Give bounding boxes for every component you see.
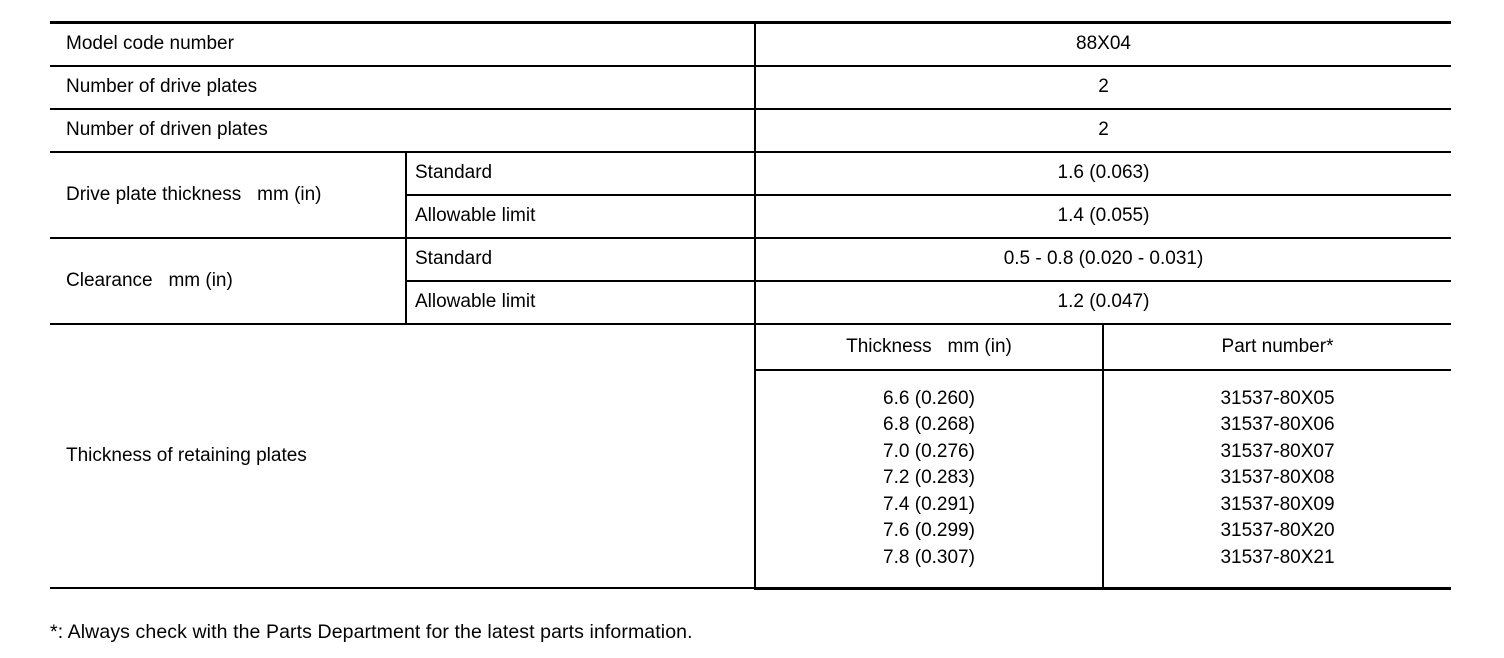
part-number-header: Part number*	[1103, 324, 1451, 370]
thickness-list	[755, 370, 1103, 589]
spec-table	[50, 21, 1451, 590]
part-number-value: 31537-80X06	[1220, 414, 1335, 436]
drive-thickness-standard-value: 1.6 (0.063)	[755, 152, 1451, 195]
model-code-label: Model code number	[50, 23, 755, 66]
model-code-value: 88X04	[755, 23, 1451, 66]
thickness-value: 7.8 (0.307)	[883, 546, 975, 568]
drive-plates-label: Number of drive plates	[50, 66, 755, 109]
thickness-value: 7.4 (0.291)	[883, 493, 975, 515]
part-number-value: 31537-80X20	[1220, 520, 1335, 542]
row-model-code	[50, 23, 1451, 66]
row-clearance-standard	[50, 238, 1451, 281]
drive-thickness-standard-label: Standard	[406, 152, 755, 195]
row-drive-plates	[50, 66, 1451, 109]
driven-plates-value: 2	[755, 109, 1451, 152]
drive-plate-thickness-label: Drive plate thickness mm (in)	[50, 152, 406, 238]
thickness-value: 6.8 (0.268)	[883, 414, 975, 436]
thickness-value: 7.6 (0.299)	[883, 520, 975, 542]
drive-thickness-limit-value: 1.4 (0.055)	[755, 195, 1451, 238]
part-number-value: 31537-80X21	[1220, 546, 1335, 568]
thickness-header: Thickness mm (in)	[755, 324, 1103, 370]
footnote: *: Always check with the Parts Department for the latest parts information.	[50, 621, 693, 643]
part-number-value: 31537-80X08	[1220, 467, 1335, 489]
retaining-plates-label: Thickness of retaining plates	[50, 324, 755, 589]
part-number-list	[1103, 370, 1451, 589]
row-retaining-header	[50, 324, 1451, 370]
clearance-standard-value: 0.5 - 0.8 (0.020 - 0.031)	[755, 238, 1451, 281]
row-drive-thickness-standard	[50, 152, 1451, 195]
part-number-value: 31537-80X05	[1220, 388, 1335, 410]
part-number-value: 31537-80X07	[1220, 440, 1335, 462]
thickness-value: 7.2 (0.283)	[883, 467, 975, 489]
thickness-value: 6.6 (0.260)	[883, 388, 975, 410]
row-driven-plates	[50, 109, 1451, 152]
drive-plates-value: 2	[755, 66, 1451, 109]
clearance-standard-label: Standard	[406, 238, 755, 281]
clearance-label: Clearance mm (in)	[50, 238, 406, 324]
thickness-value: 7.0 (0.276)	[883, 440, 975, 462]
drive-thickness-limit-label: Allowable limit	[406, 195, 755, 238]
clearance-limit-label: Allowable limit	[406, 281, 755, 324]
clearance-limit-value: 1.2 (0.047)	[755, 281, 1451, 324]
part-number-value: 31537-80X09	[1220, 493, 1335, 515]
driven-plates-label: Number of driven plates	[50, 109, 755, 152]
